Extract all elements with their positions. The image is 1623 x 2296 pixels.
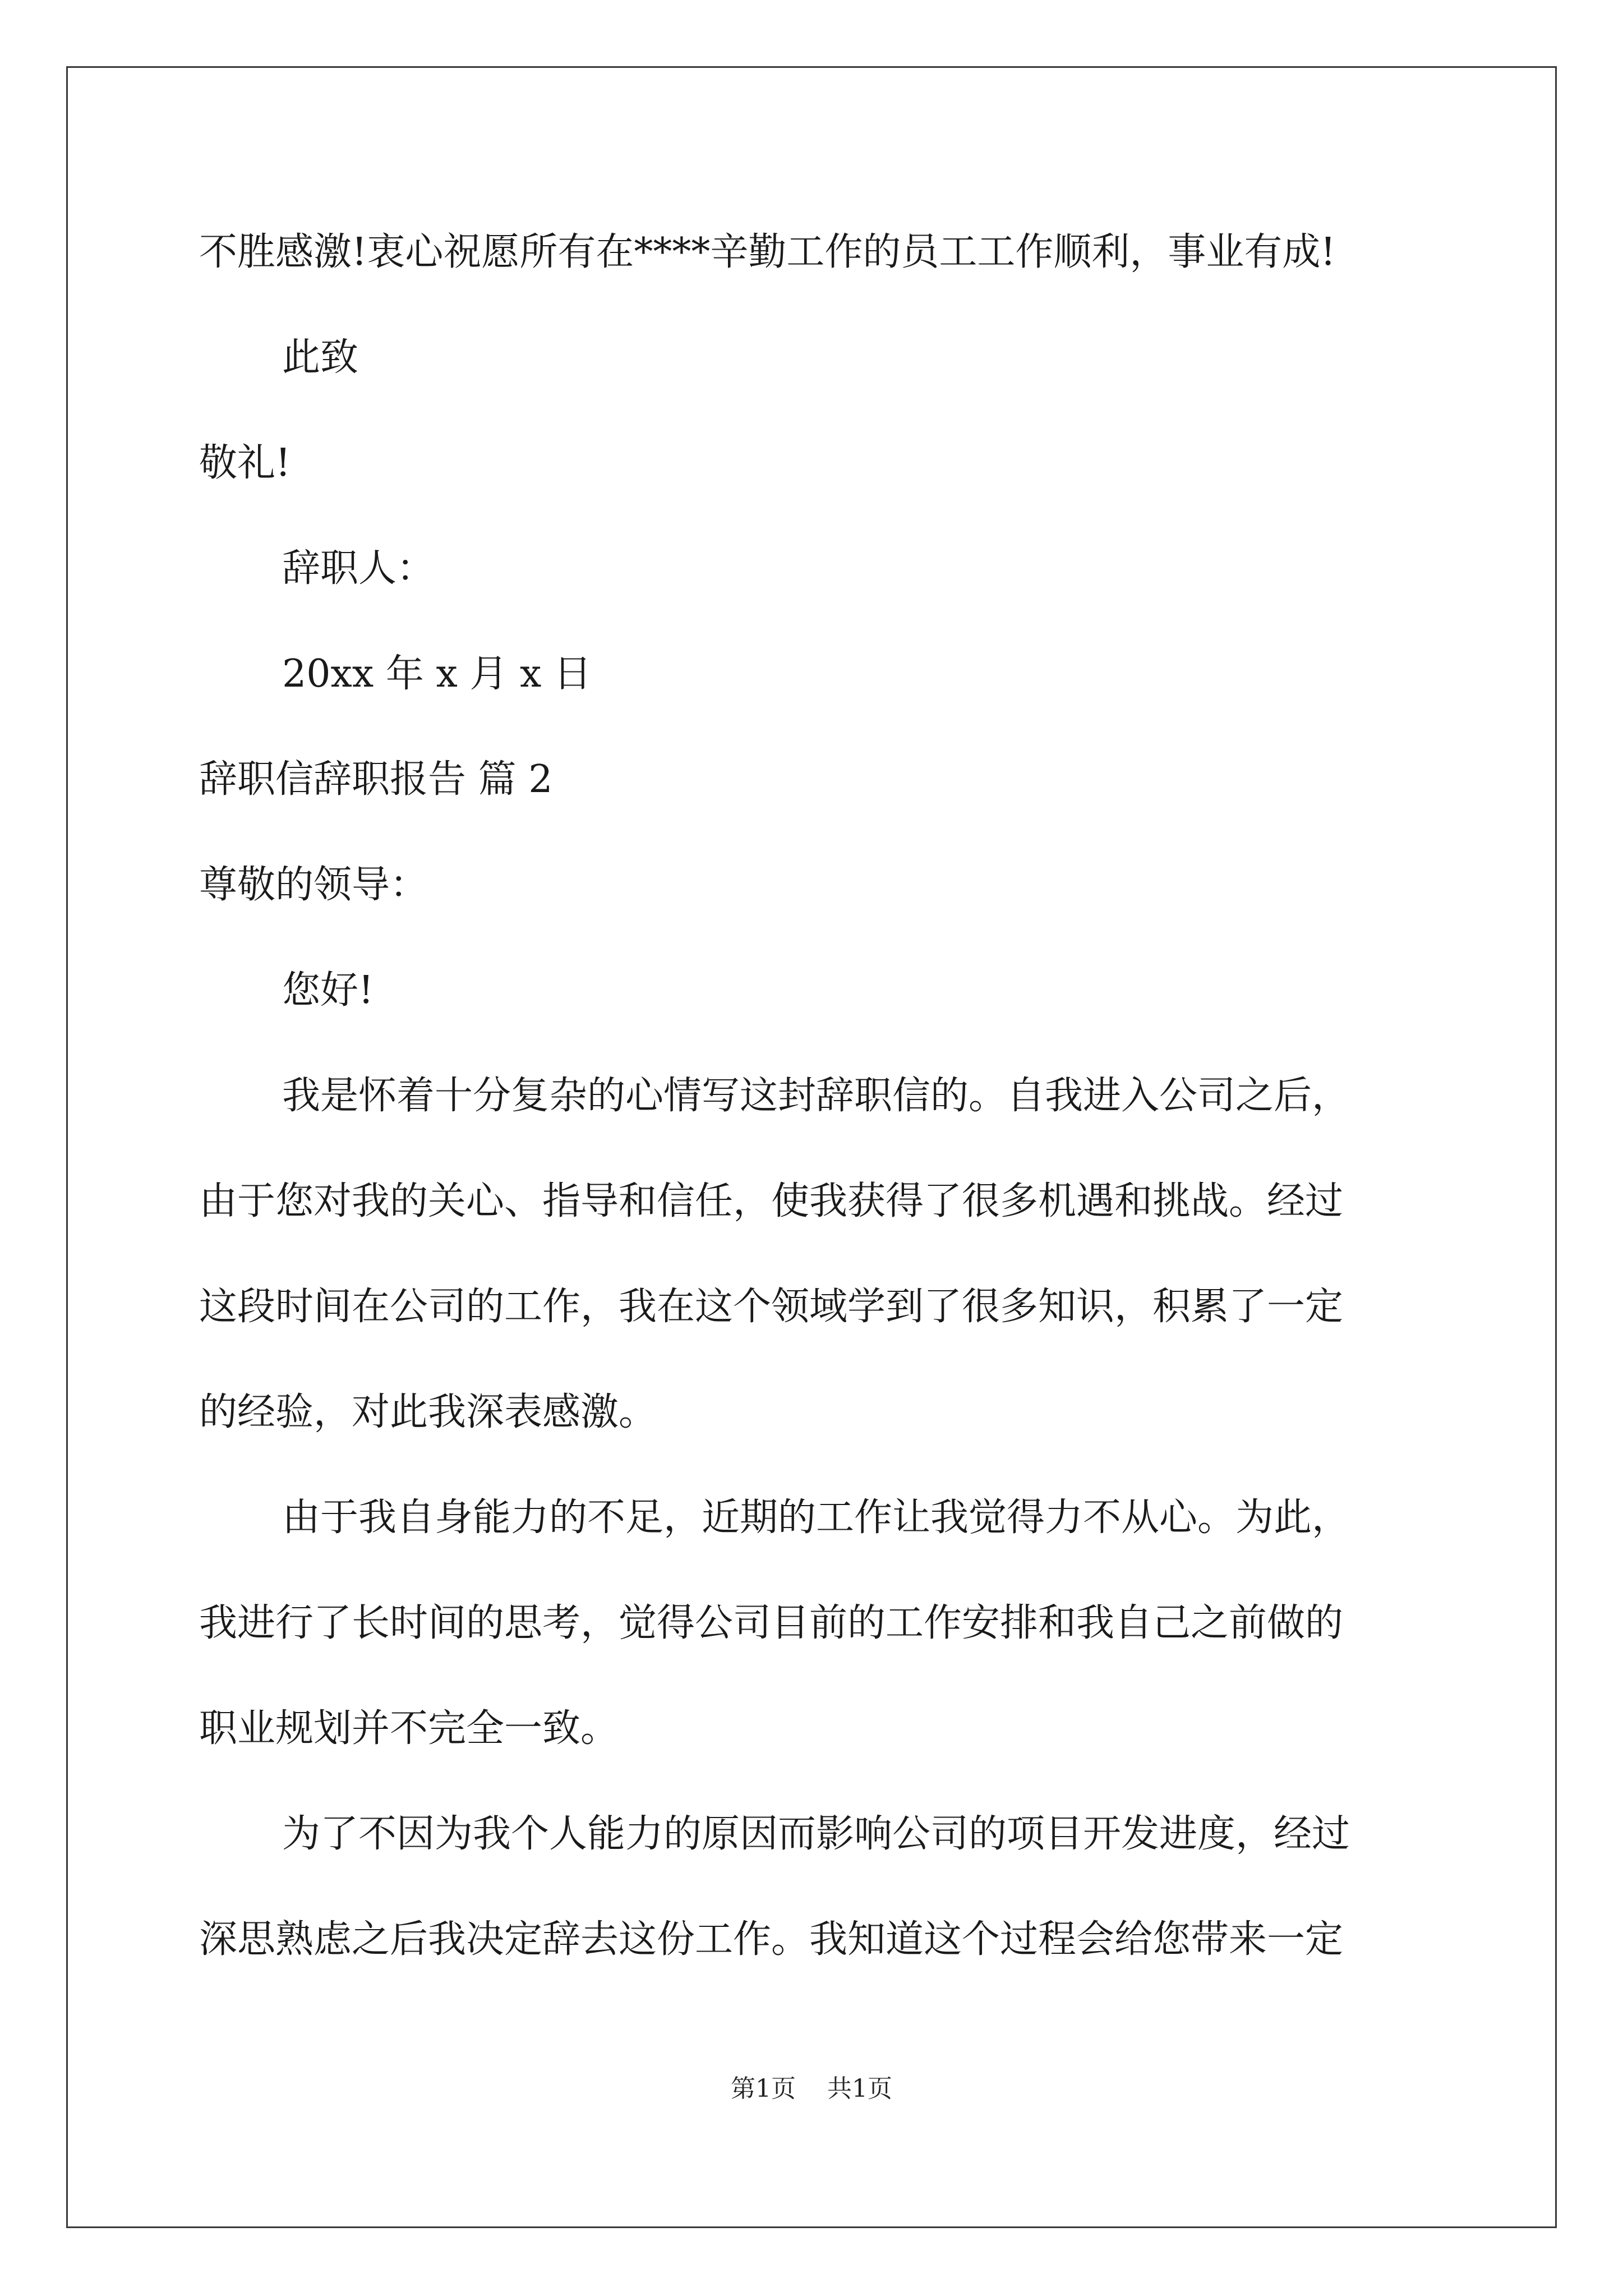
signature-label: 辞职人： — [282, 546, 435, 591]
greeting-recipient: 尊敬的领导： — [199, 863, 428, 907]
paragraph-1-line-2: 由于您对我的关心、指导和信任，使我获得了很多机遇和挑战。经过 — [199, 1179, 1344, 1223]
paragraph-2-line-2: 我进行了长时间的思考，觉得公司目前的工作安排和我自己之前做的 — [199, 1601, 1344, 1645]
greeting-hello: 您好! — [282, 968, 374, 1013]
date-line: 20xx 年 x 月 x 日 — [282, 652, 592, 696]
salutation-jingli: 敬礼! — [199, 441, 291, 485]
paragraph-1-line-4: 的经验，对此我深表感激。 — [199, 1390, 657, 1434]
paragraph-1-line-3: 这段时间在公司的工作，我在这个领域学到了很多知识，积累了一定 — [199, 1285, 1344, 1329]
paragraph-2-line-3: 职业规划并不完全一致。 — [199, 1706, 619, 1751]
paragraph-2-line-1: 由于我自身能力的不足，近期的工作让我觉得力不从心。为此， — [282, 1496, 1350, 1540]
page-border — [66, 66, 1557, 2228]
section-heading: 辞职信辞职报告 篇 2 — [199, 757, 553, 802]
paragraph-3-line-2: 深思熟虑之后我决定辞去这份工作。我知道这个过程会给您带来一定 — [199, 1917, 1344, 1962]
closing-wish-line: 不胜感激!衷心祝愿所有在****辛勤工作的员工工作顺利，事业有成! — [199, 230, 1336, 274]
salutation-cizhi: 此致 — [282, 335, 359, 380]
page-number-footer: 第1页 共1页 — [731, 2074, 892, 2103]
paragraph-3-line-1: 为了不因为我个人能力的原因而影响公司的项目开发进度，经过 — [282, 1812, 1350, 1856]
paragraph-1-line-1: 我是怀着十分复杂的心情写这封辞职信的。自我进入公司之后， — [282, 1074, 1350, 1118]
